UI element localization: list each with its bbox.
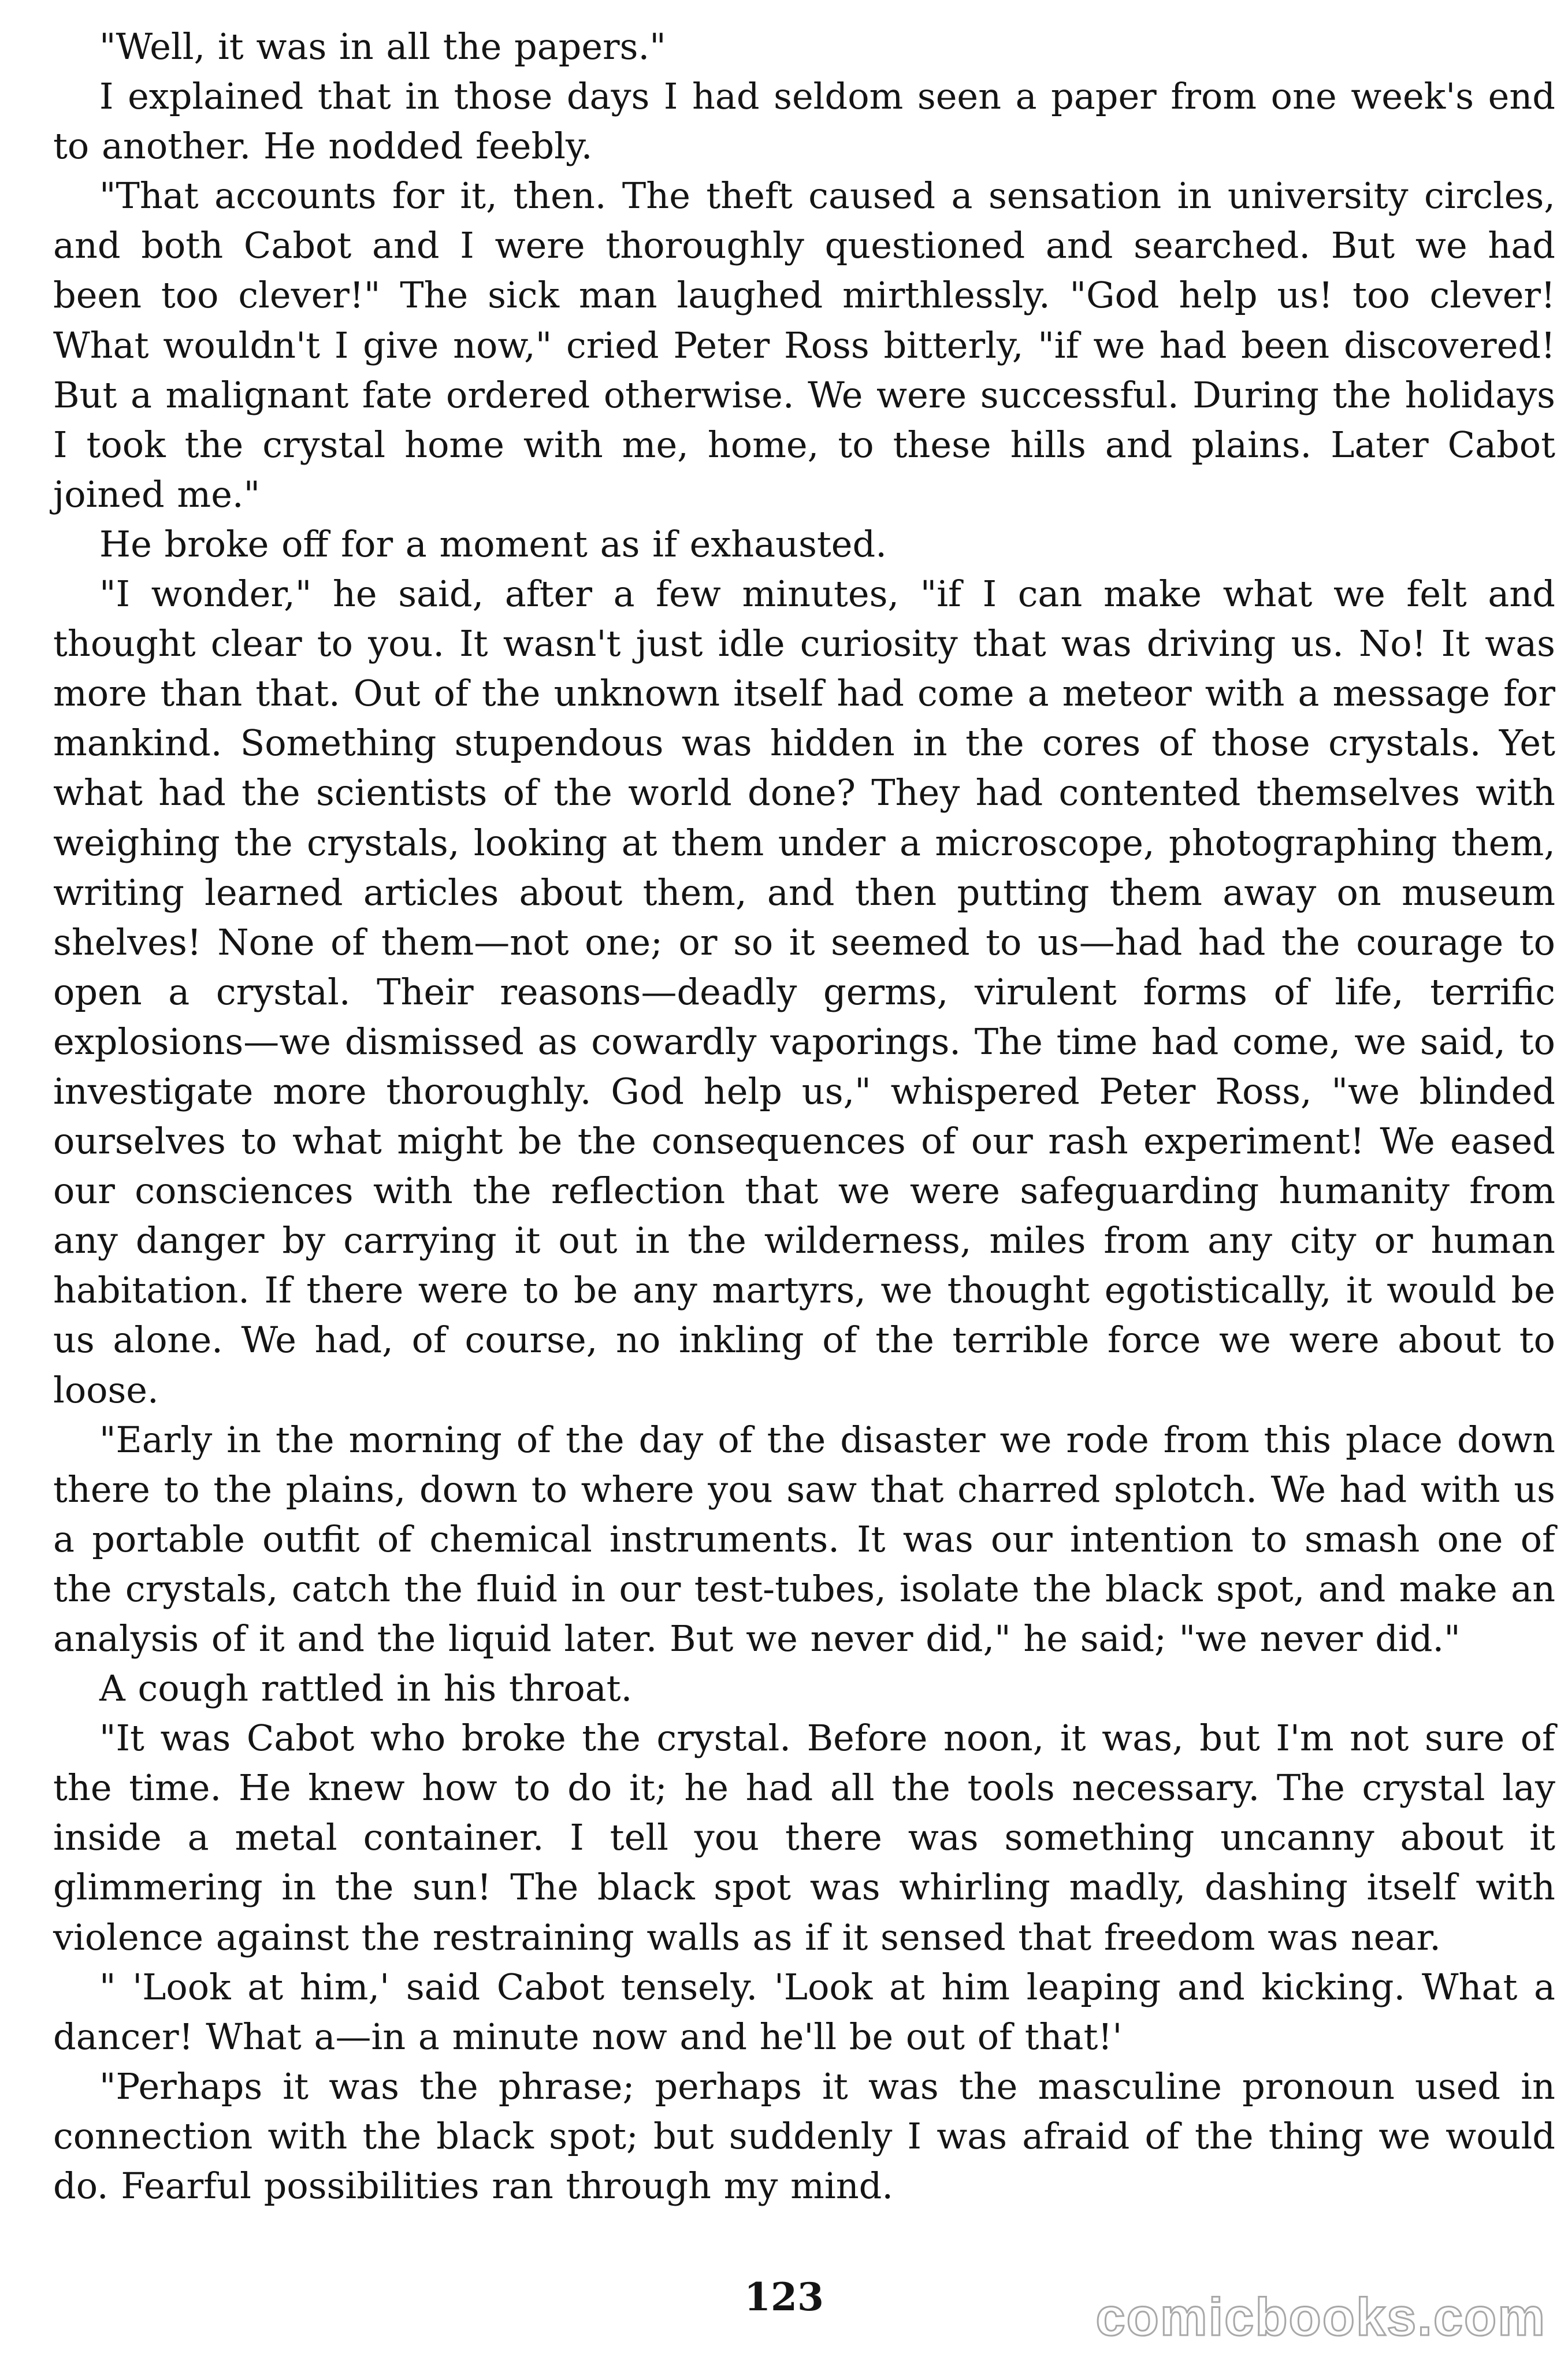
- page-number: 123: [744, 2274, 824, 2320]
- paragraph: "It was Cabot who broke the crystal. Before noon, it was, but I'm not sure of the time. He knew how to do it; he had all the tools necessary. The crystal lay inside a metal container. I tell you there was something uncanny about it glimmering in the sun! The black spot was whirling madly, dashing itself with violence against the restraining walls as if it sensed that freedom was near.: [53, 1717, 1555, 1958]
- paragraph: " 'Look at him,' said Cabot tensely. 'Look at him leaping and kicking. What a dancer! What a—in a minute now and he'll be out of that!': [53, 1965, 1555, 2058]
- paragraph: "Perhaps it was the phrase; perhaps it was the masculine pronoun used in connection with the black spot; but suddenly I was afraid of the thing we would do. Fearful possibilities ran through my mind.: [53, 2065, 1555, 2207]
- watermark-logo: comicbooks.com: [1095, 2288, 1546, 2347]
- paragraph: "Well, it was in all the papers.": [99, 25, 666, 68]
- body-text: [53, 22, 1555, 2211]
- paragraph: A cough rattled in his throat.: [99, 1667, 633, 1710]
- paragraph: "Early in the morning of the day of the disaster we rode from this place down there to the plains, down to where you saw that charred splotch. We had with us a portable outfit of chemical instruments. It was our intention to smash one of the crystals, catch the fluid in our test-tubes, isolate the black spot, and make an analysis of it and the liquid later. But we never did," he said; "we never did.": [53, 1418, 1555, 1660]
- paragraph: I explained that in those days I had seldom seen a paper from one week's end to another. He nodded feebly.: [53, 75, 1555, 168]
- paragraph: He broke off for a moment as if exhausted.: [99, 522, 887, 565]
- paragraph: "That accounts for it, then. The theft caused a sensation in university circles, and both Cabot and I were thoroughly questioned and searched. But we had been too clever!" The sick man laughed mirthlessly. "God help us! too clever! What wouldn't I give now," cried Peter Ross bitterly, "if we had been discovered! But a malignant fate ordered otherwise. We were successful. During the holidays I took the crystal home with me, home, to these hills and plains. Later Cabot joined me.": [53, 175, 1555, 515]
- paragraph: "I wonder," he said, after a few minutes, "if I can make what we felt and thought clear to you. It wasn't just idle curiosity that was driving us. No! It was more than that. Out of the unknown itself had come a meteor with a message for mankind. Something stupendous was hidden in the cores of those crystals. Yet what had the scientists of the world done? They had contented themselves with weighing the crystals, looking at them under a microscope, photographing them, writing learned articles about them, and then putting them away on museum shelves! None of them—not one; or so it seemed to us—had had the courage to open a crystal. Their reasons—deadly germs, virulent forms of life, terrific explosions—we dismissed as cowardly vaporings. The time had come, we said, to investigate more thoroughly. God help us," whispered Peter Ross, "we blinded ourselves to what might be the consequences of our rash experiment! We eased our consciences with the reflection that we were safeguarding humanity from any danger by carrying it out in the wilderness, miles from any city or human habitation. If there were to be any martyrs, we thought egotistically, it would be us alone. We had, of course, no inkling of the terrible force we were about to loose.: [53, 573, 1555, 1411]
